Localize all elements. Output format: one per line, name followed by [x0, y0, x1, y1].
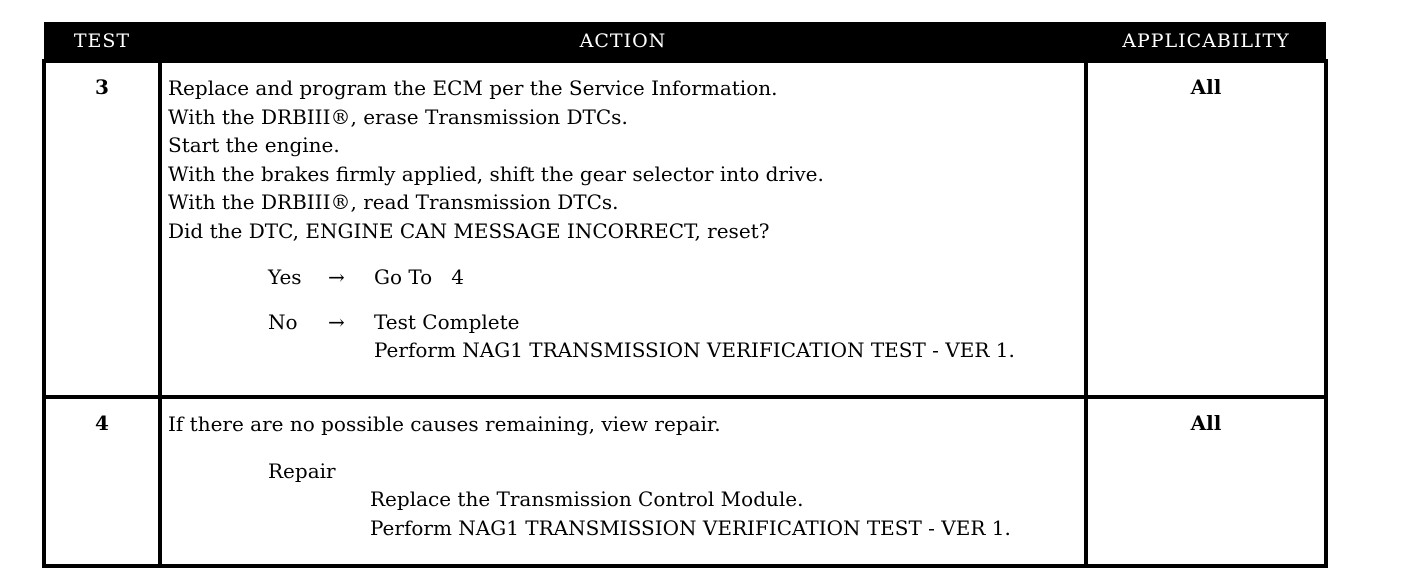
header-action: ACTION — [160, 22, 1086, 61]
right-arrow-icon: → — [328, 265, 345, 289]
repair-line: Replace the Transmission Control Module. — [370, 487, 804, 511]
header-applicability: APPLICABILITY — [1086, 22, 1326, 61]
action-step: Replace and program the ECM per the Service Information. — [168, 76, 778, 100]
action-step: With the DRBIII®, read Transmission DTCs. — [168, 190, 619, 214]
right-arrow-icon: → — [328, 309, 345, 334]
table-row — [44, 61, 1326, 397]
repair-label: Repair — [268, 458, 336, 483]
action-step: With the brakes firmly applied, shift the gear selector into drive. — [168, 161, 824, 186]
applicability-value: All — [1086, 61, 1326, 397]
header-row — [44, 22, 1326, 61]
yes-result: Go To 4 — [374, 265, 464, 289]
no-result-detail: Perform NAG1 TRANSMISSION VERIFICATION TEST - VER 1. — [374, 338, 1015, 362]
diagnostic-test-table — [42, 22, 1328, 568]
yes-option — [168, 263, 1078, 292]
table-row — [44, 397, 1326, 566]
action-step: Start the engine. — [168, 133, 340, 157]
header-test: TEST — [44, 22, 160, 61]
action-step: If there are no possible causes remaining, view repair. — [168, 412, 721, 436]
action-cell — [160, 61, 1086, 397]
test-number: 3 — [44, 61, 160, 397]
no-label: No — [268, 309, 298, 334]
applicability-value: All — [1086, 397, 1326, 566]
action-question: Did the DTC, ENGINE CAN MESSAGE INCORRECT, reset? — [168, 218, 770, 243]
no-result: Test Complete — [374, 309, 520, 334]
test-number: 4 — [44, 397, 160, 566]
repair-line: Perform NAG1 TRANSMISSION VERIFICATION TEST - VER 1. — [370, 515, 1011, 540]
no-option — [168, 308, 1078, 337]
action-step: With the DRBIII®, erase Transmission DTCs. — [168, 104, 628, 129]
action-cell — [160, 397, 1086, 566]
yes-label: Yes — [268, 265, 302, 289]
